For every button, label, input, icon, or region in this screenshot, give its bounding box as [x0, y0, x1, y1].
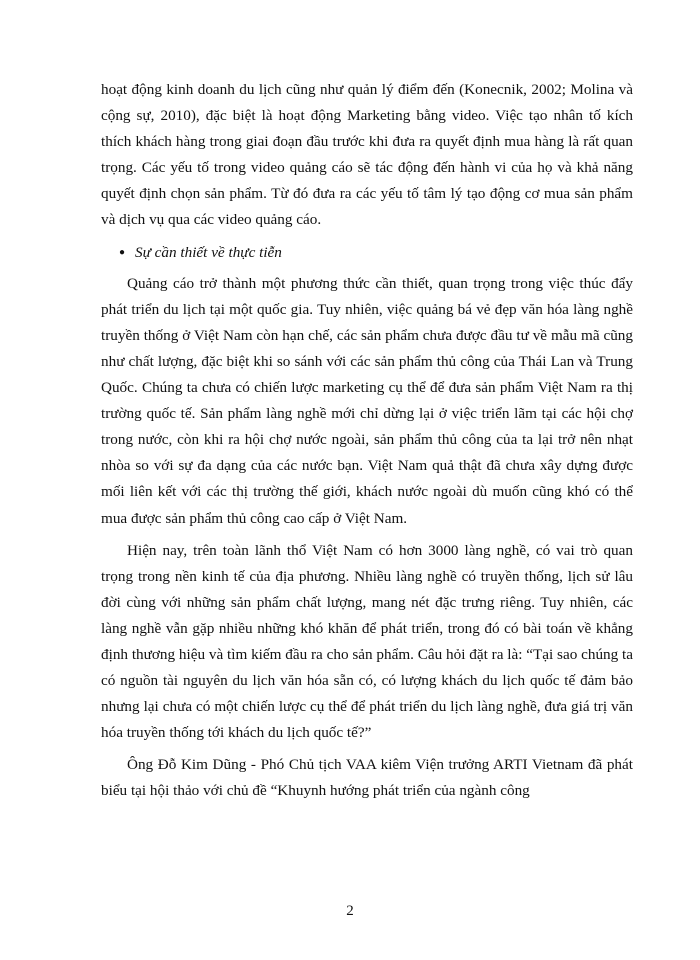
- bullet-heading-text: Sự cần thiết về thực tiễn: [135, 243, 282, 261]
- paragraph-craft-villages: Hiện nay, trên toàn lãnh thổ Việt Nam có hơn 3000 làng nghề, có vai trò quan trọng trong nền kinh tế của địa phương. Nhiều làng nghề có truyền thống, lịch sử lâu đời cùng với những sản phẩm chất lượng, mang nét đặc trưng riêng. Tuy nhiên, các làng nghề vẫn gặp nhiều những khó khăn để phát triển, trong đó có bài toán về khẳng định thương hiệu và tìm kiếm đầu ra cho sản phẩm. Câu hỏi đặt ra là: “Tại sao chúng ta có nguồn tài nguyên du lịch văn hóa sẵn có, có lượng khách du lịch quốc tế đảm bảo nhưng lại chưa có một chiến lược cụ thể để phát triển du lịch làng nghề, đưa giá trị văn hóa truyền thống tới khách du lịch quốc tế?”: [101, 541, 633, 742]
- page-number: 2: [346, 903, 354, 919]
- paragraph-do-kim-dung: Ông Đỗ Kim Dũng - Phó Chủ tịch VAA kiêm Viện trưởng ARTI Vietnam đã phát biểu tại hội thảo với chủ đề “Khuynh hướng phát triển của ngành công: [101, 756, 633, 800]
- bullet-heading: [101, 240, 633, 266]
- paragraph-video-marketing: hoạt động kinh doanh du lịch cũng như quản lý điểm đến (Konecnik, 2002; Molina và cộng sự, 2010), đặc biệt là hoạt động Marketing bằng video. Việc tạo nhân tố kích thích khách hàng trong giai đoạn đầu trước khi đưa ra quyết định mua hàng là rất quan trọng. Các yếu tố trong video quảng cáo sẽ tác động đến hành vi của họ và khả năng quyết định chọn sản phẩm. Từ đó đưa ra các yếu tố tâm lý tạo động cơ mua sản phẩm và dịch vụ qua các video quảng cáo.: [101, 81, 633, 229]
- document-body: [101, 77, 633, 811]
- bullet-dot-icon: ●: [119, 246, 126, 258]
- paragraph-advertising-necessity: Quảng cáo trở thành một phương thức cần thiết, quan trọng trong việc thúc đẩy phát triển du lịch tại một quốc gia. Tuy nhiên, việc quảng bá vẻ đẹp văn hóa làng nghề truyền thống ở Việt Nam còn hạn chế, các sản phẩm chưa được đầu tư về mẫu mã cũng như chất lượng, đặc biệt khi so sánh với các sản phẩm thủ công của Thái Lan và Trung Quốc. Chúng ta chưa có chiến lược marketing cụ thể để đưa sản phẩm Việt Nam ra thị trường quốc tế. Sản phẩm làng nghề mới chỉ dừng lại ở việc triển lãm tại các hội chợ trong nước, còn khi ra hội chợ nước ngoài, sản phẩm thủ công của ta lại trở nên nhạt nhòa so với sự đa dạng của các nước bạn. Việt Nam quả thật đã chưa xây dựng được mối liên kết với các thị trường thế giới, khách nước ngoài dù muốn cũng khó có thể mua được sản phẩm thủ công cao cấp ở Việt Nam.: [101, 274, 633, 527]
